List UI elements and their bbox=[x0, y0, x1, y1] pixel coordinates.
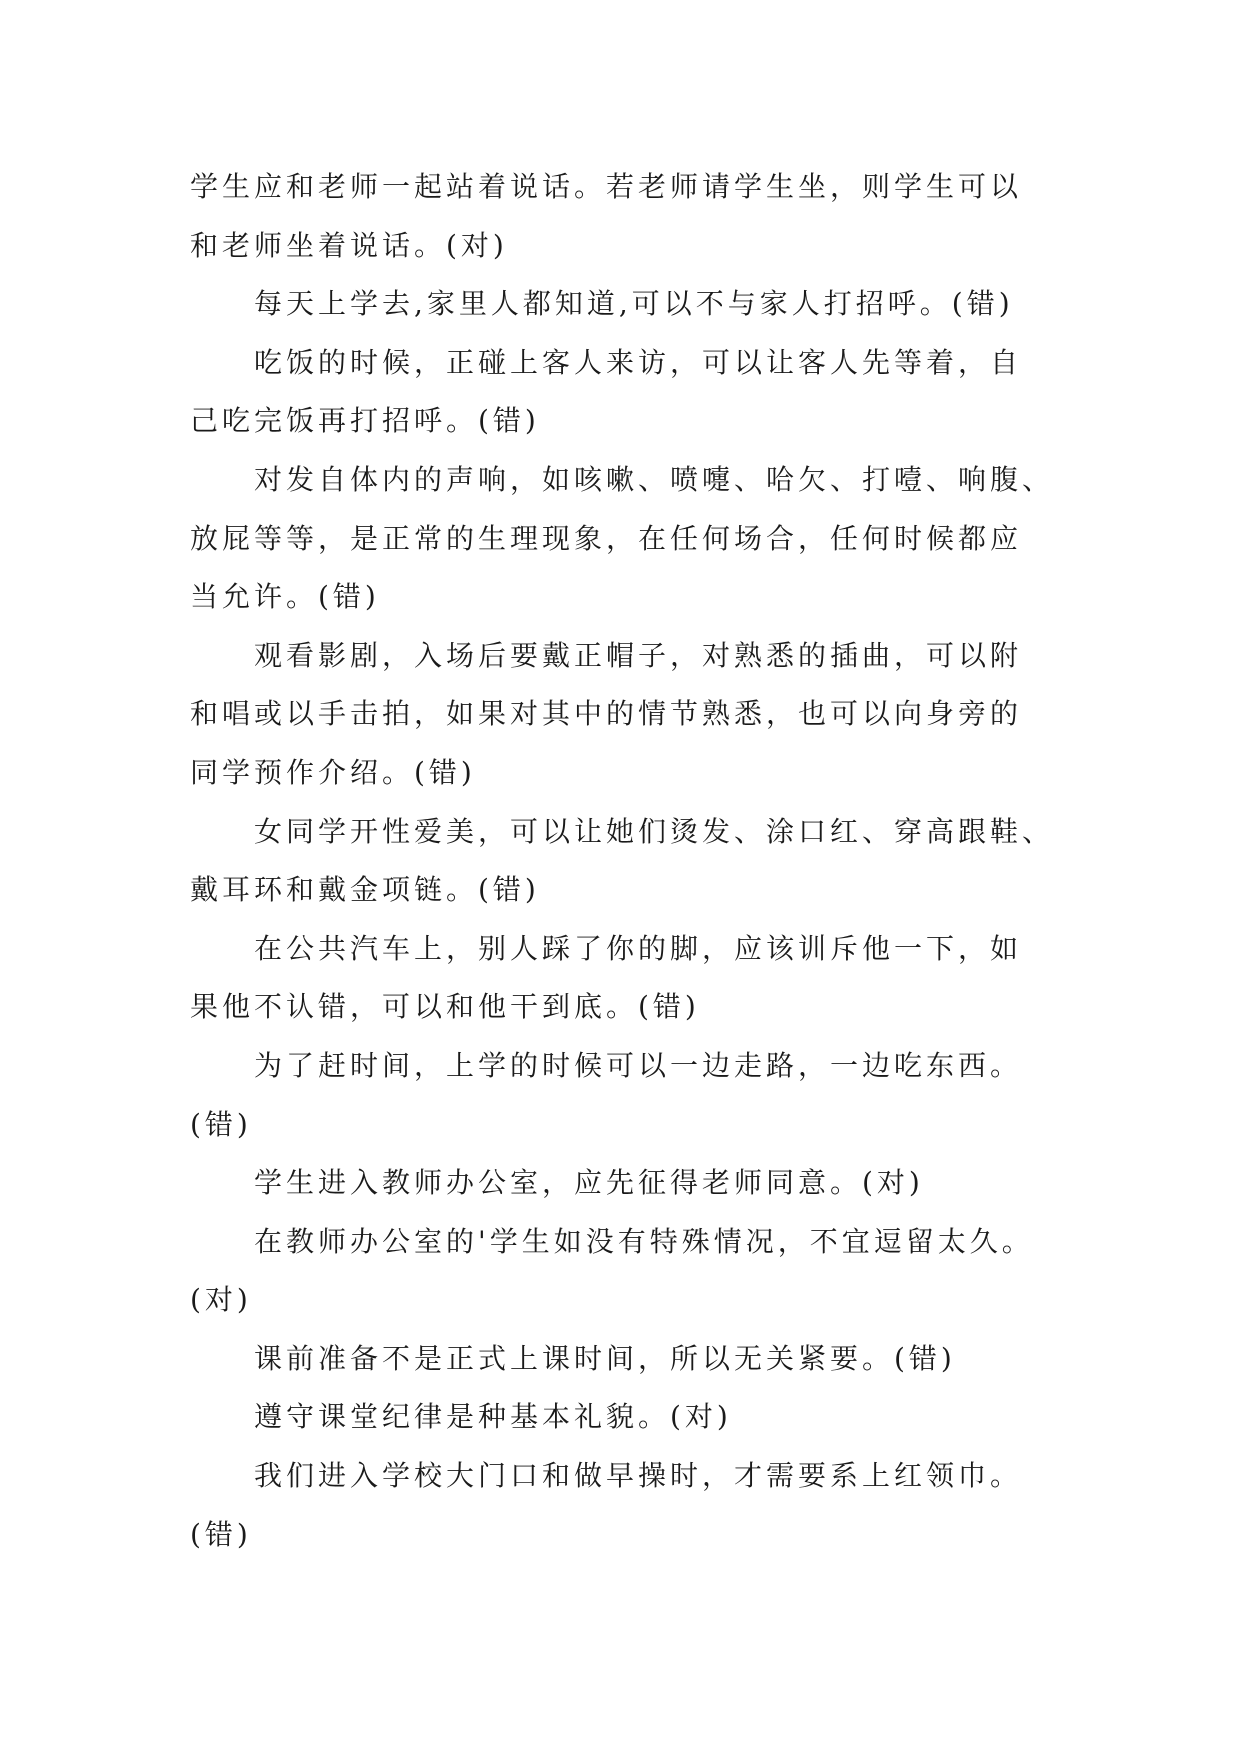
text-line: 遵守课堂纪律是种基本礼貌。(对) bbox=[254, 1400, 732, 1434]
paragraph-10 bbox=[190, 1213, 1070, 1330]
text-line: 为了赶时间，上学的时候可以一边走路，一边吃东西。 bbox=[254, 1048, 1023, 1082]
text-line: 己吃完饭再打招呼。(错) bbox=[190, 404, 540, 438]
text-line: 每天上学去,家里人都知道,可以不与家人打招呼。(错) bbox=[254, 287, 1014, 321]
text-line: 当允许。(错) bbox=[190, 580, 380, 614]
text-line: 和唱或以手击拍，如果对其中的情节熟悉，也可以向身旁的 bbox=[190, 697, 1023, 731]
text-line: (错) bbox=[190, 1107, 252, 1141]
paragraph-7 bbox=[190, 920, 1070, 1037]
paragraph-9 bbox=[190, 1154, 1070, 1213]
text-line: 在公共汽车上，别人踩了你的脚，应该训斥他一下，如 bbox=[254, 931, 1023, 965]
text-line: 放屁等等，是正常的生理现象，在任何场合，任何时候都应 bbox=[190, 521, 1023, 555]
text-line: 和老师坐着说话。(对) bbox=[190, 228, 508, 262]
document-body bbox=[190, 158, 1070, 1564]
paragraph-1 bbox=[190, 158, 1070, 275]
text-line: 对发自体内的声响，如咳嗽、喷嚏、哈欠、打噎、响腹、 bbox=[254, 462, 1055, 496]
text-line: 同学预作介绍。(错) bbox=[190, 755, 476, 789]
paragraph-11 bbox=[190, 1330, 1070, 1389]
text-line: 吃饭的时候，正碰上客人来访，可以让客人先等着，自 bbox=[254, 345, 1023, 379]
text-line: 学生进入教师办公室，应先征得老师同意。(对) bbox=[254, 1166, 924, 1200]
text-line: (错) bbox=[190, 1517, 252, 1551]
paragraph-2 bbox=[190, 275, 1070, 334]
text-line: (对) bbox=[190, 1283, 252, 1317]
paragraph-12 bbox=[190, 1388, 1070, 1447]
text-line: 学生应和老师一起站着说话。若老师请学生坐，则学生可以 bbox=[190, 170, 1023, 203]
text-line: 果他不认错，可以和他干到底。(错) bbox=[190, 990, 700, 1024]
paragraph-6 bbox=[190, 803, 1070, 920]
paragraph-5 bbox=[190, 627, 1070, 803]
paragraph-13 bbox=[190, 1447, 1070, 1564]
paragraph-4 bbox=[190, 451, 1070, 627]
text-line: 在教师办公室的'学生如没有特殊情况，不宜逗留太久。 bbox=[254, 1224, 1034, 1258]
text-line: 我们进入学校大门口和做早操时，才需要系上红领巾。 bbox=[254, 1459, 1023, 1493]
text-line: 女同学开性爱美，可以让她们烫发、涂口红、穿高跟鞋、 bbox=[254, 814, 1055, 848]
text-line: 观看影剧，入场后要戴正帽子，对熟悉的插曲，可以附 bbox=[254, 638, 1023, 672]
paragraph-8 bbox=[190, 1037, 1070, 1154]
paragraph-3 bbox=[190, 334, 1070, 451]
text-line: 戴耳环和戴金项链。(错) bbox=[190, 873, 540, 907]
text-line: 课前准备不是正式上课时间，所以无关紧要。(错) bbox=[254, 1341, 956, 1375]
